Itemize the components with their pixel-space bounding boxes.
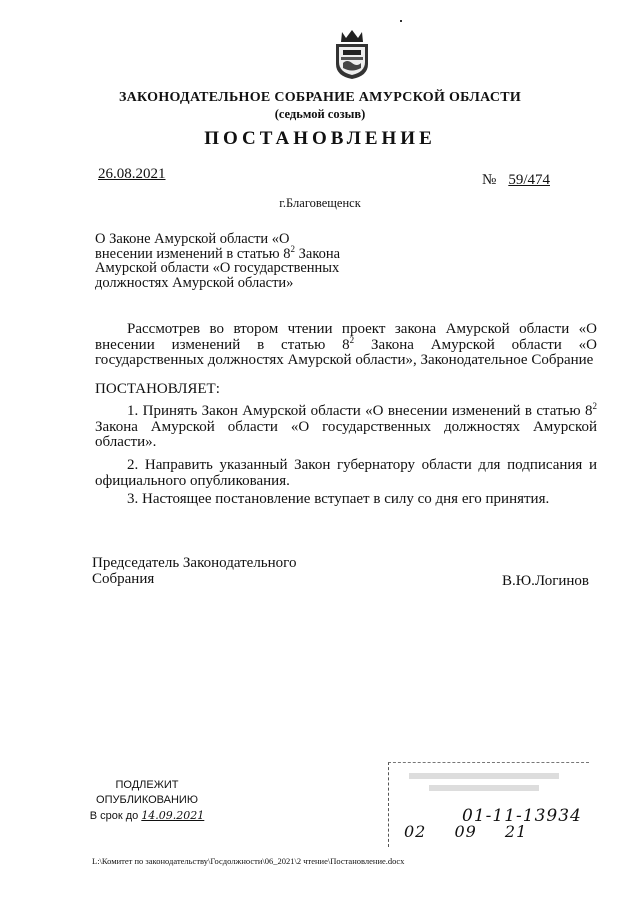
scan-dot <box>400 20 402 22</box>
number-sign: № <box>482 172 497 188</box>
subject-line: Амурской области «О государственных <box>95 260 340 276</box>
document-date: 26.08.2021 <box>98 166 166 182</box>
registration-date: 02 09 21 <box>404 822 528 841</box>
convocation: (седьмой созыв) <box>274 107 366 121</box>
preamble-paragraph: Рассмотрев во втором чтении проект закона Амурской области «О внесении изменений в статью $8^2$ Закона Амурской области «О государственных должностях Амурской области», Законодательное Собрание <box>95 321 597 368</box>
subject-line: должностях Амурской области» <box>95 274 294 291</box>
org-name: ЗАКОНОДАТЕЛЬНОЕ СОБРАНИЕ АМУРСКОЙ ОБЛАСТИ <box>118 90 522 105</box>
decree-item-2: 2. Направить указанный Закон губернатору области для подписания и официального опубликования. <box>95 457 597 489</box>
subject-block <box>95 232 375 290</box>
signatory-name: В.Ю.Логинов <box>502 573 590 589</box>
decree-item-1: 1. Принять Закон Амурской области «О внесении изменений в статью $8^2$ Закона Амурской области «О государственных должностях Амурской области». <box>95 401 597 450</box>
registration-number: 01-11-13934 <box>462 806 582 826</box>
number-value: 59/474 <box>508 172 550 188</box>
file-path: L:\Комитет по законодательству\Госдолжности\06_2021\2 чтение\Постановление.docx <box>92 856 405 866</box>
subject-line: внесении изменений в статью $8^2$ Закона <box>95 243 341 262</box>
document-number <box>482 172 550 189</box>
decree-heading: ПОСТАНОВЛЯЕТ: <box>95 381 220 397</box>
signatory-title: Председатель Законодательного Собрания <box>92 555 297 587</box>
city: г.Благовещенск <box>279 196 361 210</box>
decree-item-3: 3. Настоящее постановление вступает в силу со дня его принятия. <box>127 491 550 507</box>
publication-deadline: 14.09.2021 <box>141 809 205 822</box>
coat-of-arms-icon <box>330 28 374 80</box>
document-title: ПОСТАНОВЛЕНИЕ <box>204 128 436 149</box>
subject-line: О Законе Амурской области «О <box>95 231 290 247</box>
publication-stamp: ПОДЛЕЖИТ ОПУБЛИКОВАНИЮ В срок до 14.09.2021 <box>89 779 205 822</box>
